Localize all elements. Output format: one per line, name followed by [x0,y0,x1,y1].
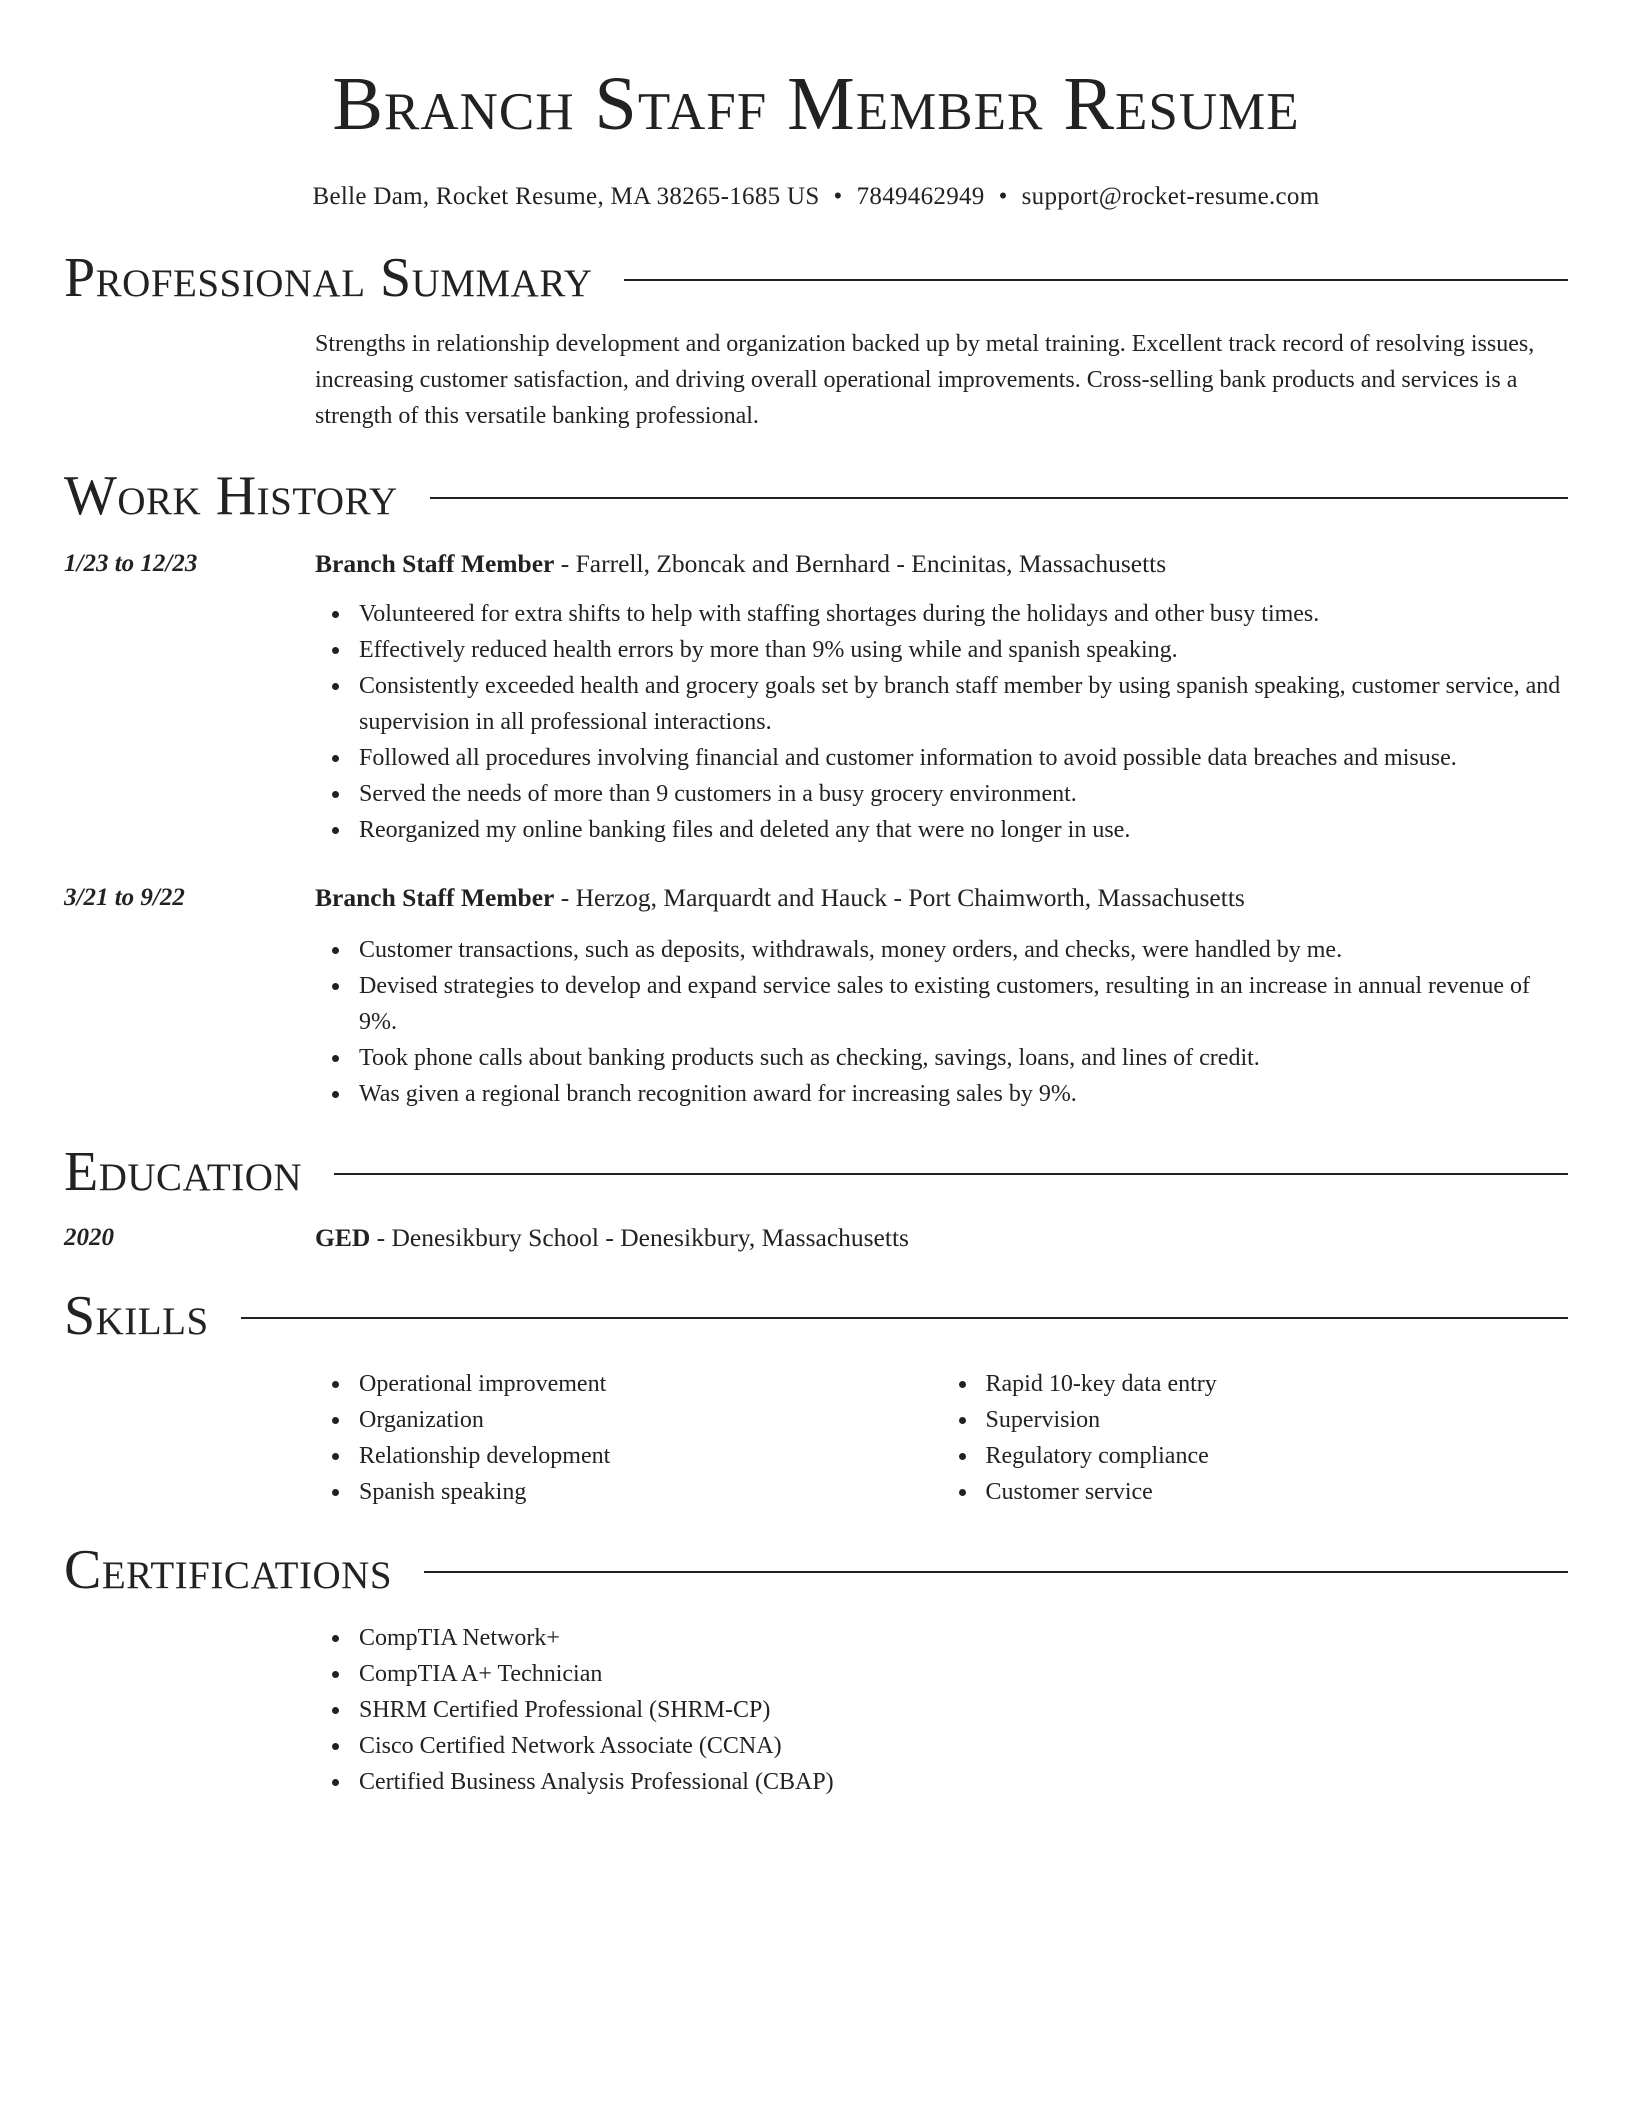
job-title: Branch Staff Member [315,549,555,578]
work-dates: 3/21 to 9/22 [64,884,185,911]
section-divider [334,1173,1568,1175]
skills-column-right [942,1366,1569,1510]
list-item: Devised strategies to develop and expand service sales to existing customers, resulting in an increase in annual revenue of 9%. [359,968,1568,1040]
section-skills-header [64,1280,1568,1352]
section-title: Professional Summary [64,247,593,309]
skills-grid [64,1366,1568,1510]
list-item: Served the needs of more than 9 customers in a busy grocery environment. [359,776,1568,812]
contact-line [64,180,1568,214]
section-education-header [64,1136,1568,1208]
skills-column-left [315,1366,942,1510]
skill-item: Rapid 10-key data entry [986,1366,1569,1402]
education-entry [64,1220,1568,1256]
job-title: Branch Staff Member [315,883,555,912]
education-details: - Denesikbury School - Denesikbury, Massachusetts [370,1223,909,1252]
summary-text: Strengths in relationship development and organization backed up by metal training. Excellent track record of resolving issues, increasing customer satisfaction, and driving overall operational improvements. Cross-selling bank products and services is a strength of this versatile banking professional. [315,331,1535,429]
job-details: - Farrell, Zboncak and Bernhard - Encinitas, Massachusetts [554,549,1167,578]
contact-phone: 7849462949 [856,183,985,210]
list-item: Took phone calls about banking products such as checking, savings, loans, and lines of credit. [359,1040,1568,1076]
section-title: Skills [64,1285,209,1347]
certifications-block [64,1620,1568,1800]
section-title: Education [64,1141,303,1203]
skill-item: Relationship development [359,1438,942,1474]
work-entry [64,546,1568,848]
skill-item: Regulatory compliance [986,1438,1569,1474]
certification-item: SHRM Certified Professional (SHRM-CP) [359,1692,1568,1728]
skill-item: Operational improvement [359,1366,942,1402]
list-item: Followed all procedures involving financial and customer information to avoid possible data breaches and misuse. [359,740,1568,776]
skill-item: Spanish speaking [359,1474,942,1510]
education-year: 2020 [64,1224,114,1251]
section-divider [430,497,1568,499]
certification-item: CompTIA A+ Technician [359,1656,1568,1692]
job-heading [315,546,1568,582]
list-item: Customer transactions, such as deposits, withdrawals, money orders, and checks, were handled by me. [359,932,1568,968]
section-work-header [64,460,1568,532]
contact-separator: • [833,183,843,210]
contact-email: support@rocket-resume.com [1021,183,1320,210]
section-title: Certifications [64,1539,393,1601]
list-item: Effectively reduced health errors by more than 9% using while and spanish speaking. [359,632,1568,668]
job-bullets [315,596,1568,848]
certification-item: CompTIA Network+ [359,1620,1568,1656]
section-title: Work History [64,465,398,527]
work-dates: 1/23 to 12/23 [64,550,198,577]
certification-item: Cisco Certified Network Associate (CCNA) [359,1728,1568,1764]
section-divider [241,1317,1568,1319]
contact-address: Belle Dam, Rocket Resume, MA 38265-1685 US [312,183,820,210]
list-item: Volunteered for extra shifts to help with staffing shortages during the holidays and other busy times. [359,596,1568,632]
resume-title: Branch Staff Member Resume [332,62,1300,146]
job-details: - Herzog, Marquardt and Hauck - Port Chaimworth, Massachusetts [554,883,1245,912]
skill-item: Supervision [986,1402,1569,1438]
list-item: Reorganized my online banking files and deleted any that were no longer in use. [359,812,1568,848]
section-summary-header [64,242,1568,314]
work-body [315,546,1568,848]
certification-item: Certified Business Analysis Professional (CBAP) [359,1764,1568,1800]
work-body [315,880,1568,1112]
skill-item: Organization [359,1402,942,1438]
job-heading [315,880,1568,916]
certifications-list [315,1620,1568,1800]
work-entry [64,880,1568,1112]
list-item: Consistently exceeded health and grocery goals set by branch staff member by using spanish speaking, customer service, and supervision in all professional interactions. [359,668,1568,740]
education-degree: GED [315,1223,371,1252]
skill-item: Customer service [986,1474,1569,1510]
job-bullets [315,932,1568,1112]
education-body [315,1220,1568,1256]
list-item: Was given a regional branch recognition award for increasing sales by 9%. [359,1076,1568,1112]
section-divider [424,1571,1568,1573]
contact-separator: • [998,183,1008,210]
section-divider [624,279,1568,281]
section-certifications-header [64,1534,1568,1606]
